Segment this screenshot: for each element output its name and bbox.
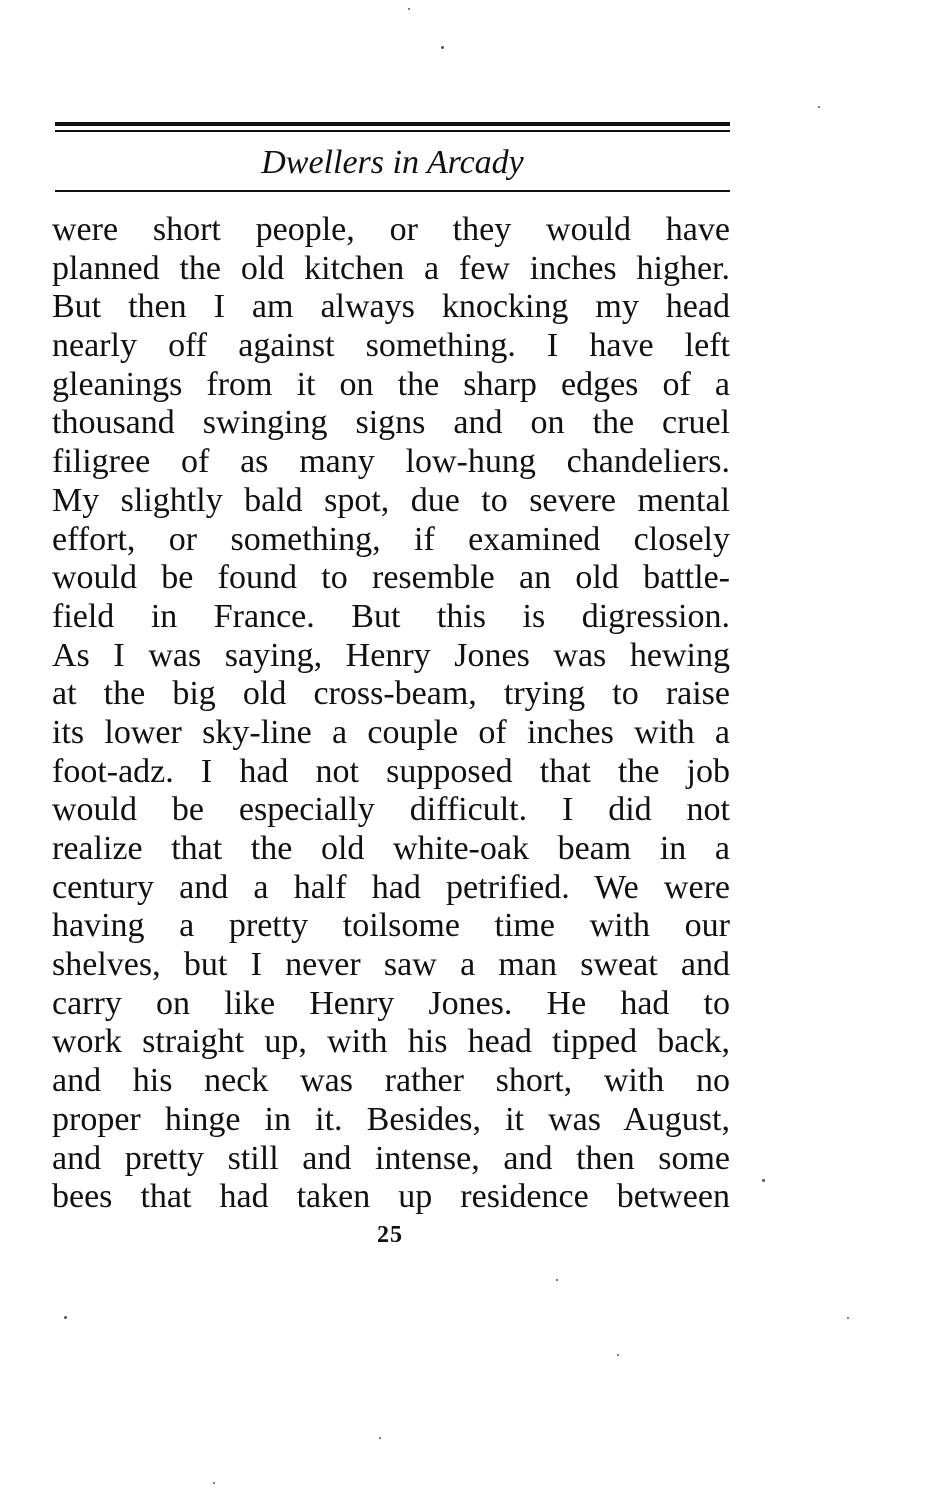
text-line: field in France. But this is digression. [52, 597, 730, 635]
text-line: work straight up, with his head tipped back, [52, 1023, 730, 1061]
header-rule-top [55, 122, 730, 126]
page-number: 25 [377, 1222, 403, 1248]
text-line: effort, or something, if examined closely [52, 520, 730, 558]
header-rule-bottom [55, 190, 730, 192]
text-line: proper hinge in it. Besides, it was August, [52, 1100, 730, 1138]
header-rule-top-thin [55, 130, 730, 132]
page-body [52, 211, 730, 1217]
text-line: century and a half had petrified. We were [52, 868, 730, 906]
text-line: would be found to resemble an old battle- [52, 559, 730, 597]
text-line: having a pretty toilsome time with our [52, 907, 730, 945]
text-line: and pretty still and intense, and then some [52, 1139, 730, 1177]
scan-speck [617, 1354, 619, 1356]
scan-speck [408, 8, 410, 10]
text-line: shelves, but I never saw a man sweat and [52, 946, 730, 984]
text-line: As I was saying, Henry Jones was hewing [52, 636, 730, 674]
text-line: But then I am always knocking my head [52, 288, 730, 326]
scan-speck [847, 1317, 849, 1319]
text-line: at the big old cross-beam, trying to raise [52, 675, 730, 713]
text-line: carry on like Henry Jones. He had to [52, 984, 730, 1022]
text-line: My slightly bald spot, due to severe mental [52, 481, 730, 519]
text-line: bees that had taken up residence between [52, 1178, 730, 1216]
scan-speck [556, 1279, 558, 1281]
text-line: gleanings from it on the sharp edges of a [52, 365, 730, 403]
scan-speck [379, 1437, 381, 1439]
text-line: would be especially difficult. I did not [52, 791, 730, 829]
text-line: and his neck was rather short, with no [52, 1062, 730, 1100]
text-line: foot-adz. I had not supposed that the job [52, 752, 730, 790]
scan-speck [762, 1179, 765, 1182]
scan-speck [213, 1482, 215, 1484]
text-line: nearly off against something. I have left [52, 327, 730, 365]
text-line: its lower sky-line a couple of inches with a [52, 713, 730, 751]
scan-speck [441, 46, 444, 49]
text-line: planned the old kitchen a few inches higher. [52, 249, 730, 287]
scan-speck [818, 106, 820, 108]
text-line: filigree of as many low-hung chandeliers. [52, 443, 730, 481]
text-line: realize that the old white-oak beam in a [52, 830, 730, 867]
text-line: were short people, or they would have [52, 211, 730, 248]
text-line: thousand swinging signs and on the cruel [52, 404, 730, 442]
scan-speck [64, 1316, 67, 1319]
running-head: Dwellers in Arcady [261, 144, 524, 181]
